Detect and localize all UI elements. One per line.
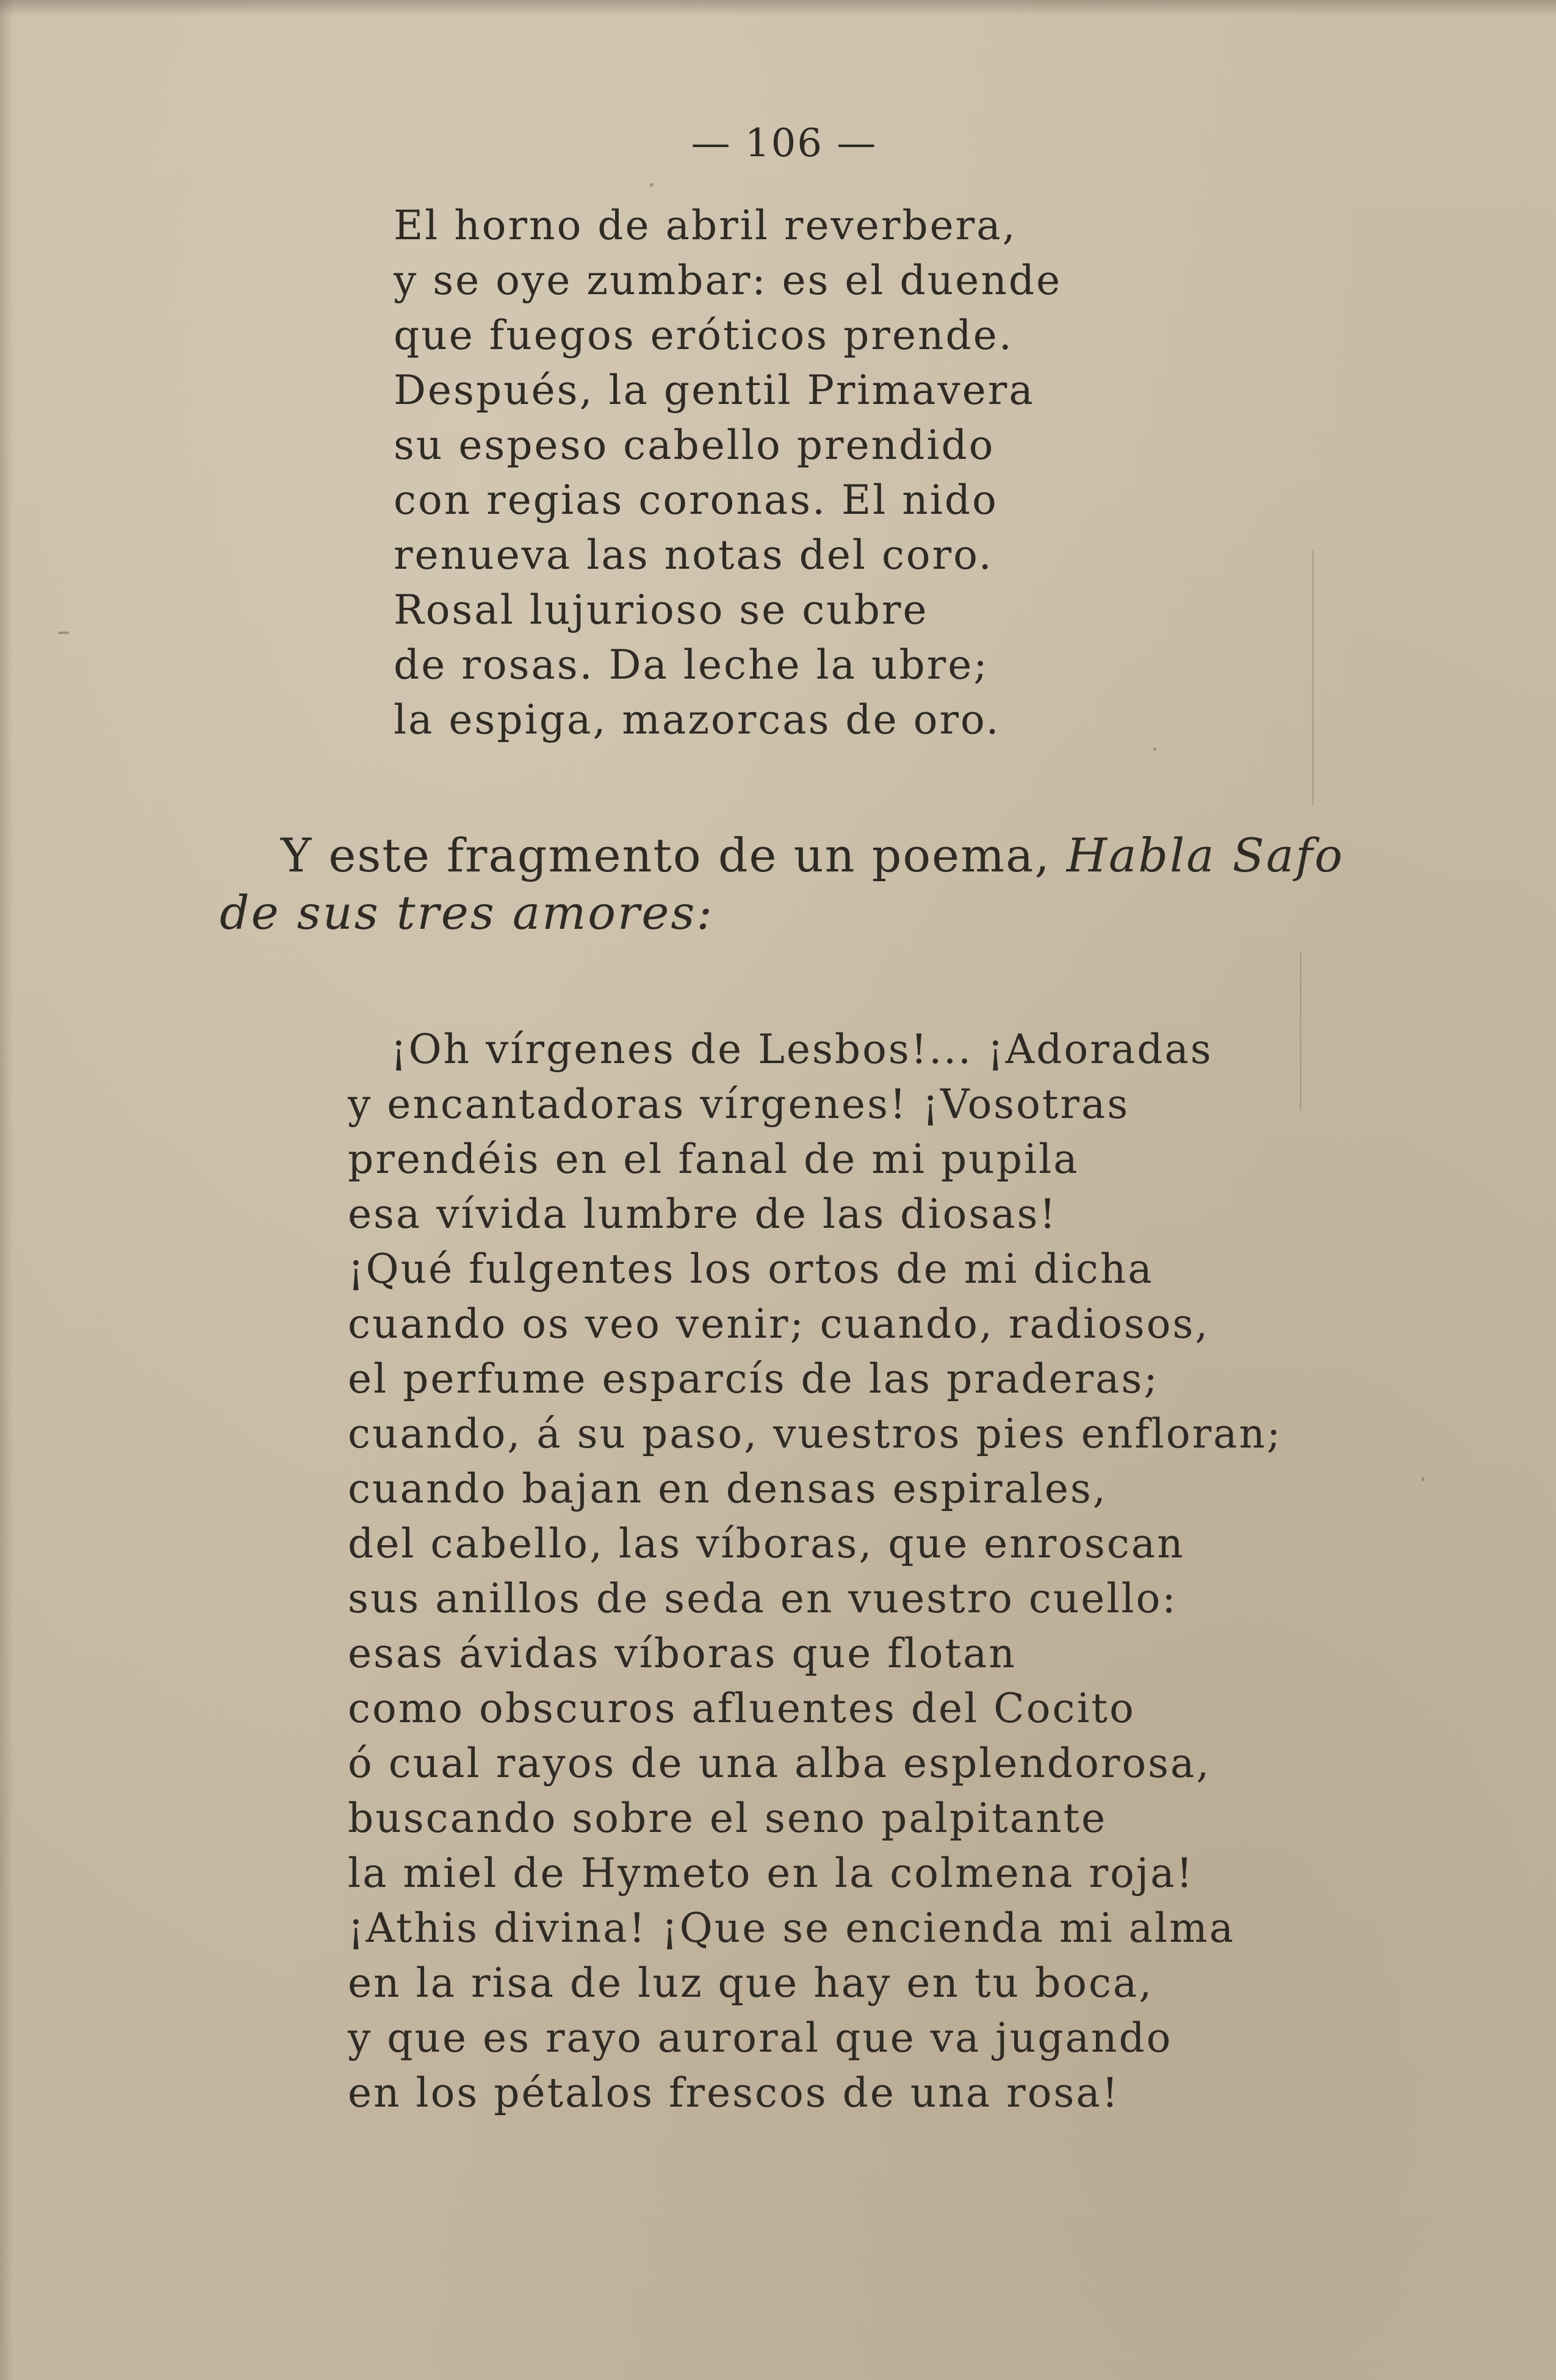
poem-line: Después, la gentil Primavera [394, 367, 1035, 414]
poem-line: renueva las notas del coro. [394, 532, 993, 579]
page-left-edge-shadow [0, 0, 13, 2380]
poem-line: Rosal lujurioso se cubre [394, 586, 929, 633]
poem-line: la miel de Hymeto en la colmena roja! [348, 1850, 1195, 1897]
poem-line: ¡Oh vírgenes de Lesbos!... ¡Adoradas [391, 1026, 1213, 1073]
poem-line: ¡Qué fulgentes los ortos de mi dicha [348, 1246, 1154, 1293]
page-number [0, 119, 1556, 168]
poem-line: y encantadoras vírgenes! ¡Vosotras [348, 1081, 1130, 1128]
paper-crease [1300, 952, 1302, 1111]
poem-line: el perfume esparcís de las praderas; [348, 1355, 1159, 1402]
poem-line: y que es rayo auroral que va jugando [348, 2014, 1173, 2061]
poem-line: de rosas. Da leche la ubre; [394, 641, 989, 688]
poem-line: ¡Athis divina! ¡Que se encienda mi alma [348, 1905, 1236, 1952]
paper-speck [650, 183, 654, 187]
poem-line: como obscuros afluentes del Cocito [348, 1685, 1136, 1732]
poem-title-part-1: Habla Safo [1066, 828, 1345, 882]
poem-line: esa vívida lumbre de las diosas! [348, 1191, 1057, 1238]
intro-line-2 [220, 884, 1379, 942]
poem-line: en la risa de luz que hay en tu boca, [348, 1960, 1154, 2007]
poem-line: sus anillos de seda en vuestro cuello: [348, 1575, 1178, 1622]
paper-crease [1312, 549, 1314, 806]
intro-paragraph [220, 827, 1379, 942]
intro-text: Y este fragmento de un poema, [281, 828, 1067, 882]
poem-line: cuando, á su paso, vuestros pies enfloran; [348, 1410, 1283, 1457]
poem-title-part-2: de sus tres amores: [220, 885, 714, 940]
poem-stanza-2 [348, 1022, 1282, 2121]
poem-line: cuando bajan en densas espirales, [348, 1465, 1108, 1512]
page-number-label: — 106 — [691, 121, 877, 166]
poem-line: cuando os veo venir; cuando, radiosos, [348, 1300, 1210, 1347]
poem-line: El horno de abril reverbera, [394, 202, 1017, 249]
intro-line-1 [220, 827, 1379, 884]
poem-line: esas ávidas víboras que flotan [348, 1630, 1017, 1677]
paper-speck [58, 632, 69, 634]
poem-stanza-1 [394, 198, 1062, 748]
poem-line: la espiga, mazorcas de oro. [394, 696, 1001, 743]
poem-line: ó cual rayos de una alba esplendorosa, [348, 1740, 1211, 1787]
page-top-edge-shadow [0, 0, 1556, 16]
poem-line: su espeso cabello prendido [394, 422, 995, 469]
poem-line: con regias coronas. El nido [394, 477, 998, 524]
paper-speck [1422, 1477, 1424, 1481]
poem-line: del cabello, las víboras, que enroscan [348, 1520, 1185, 1567]
poem-line: buscando sobre el seno palpitante [348, 1795, 1108, 1842]
poem-line: en los pétalos frescos de una rosa! [348, 2069, 1120, 2116]
poem-line: prendéis en el fanal de mi pupila [348, 1136, 1079, 1183]
poem-line: y se oye zumbar: es el duende [394, 257, 1062, 304]
poem-line: que fuegos eróticos prende. [394, 312, 1014, 359]
paper-speck [1153, 748, 1156, 751]
